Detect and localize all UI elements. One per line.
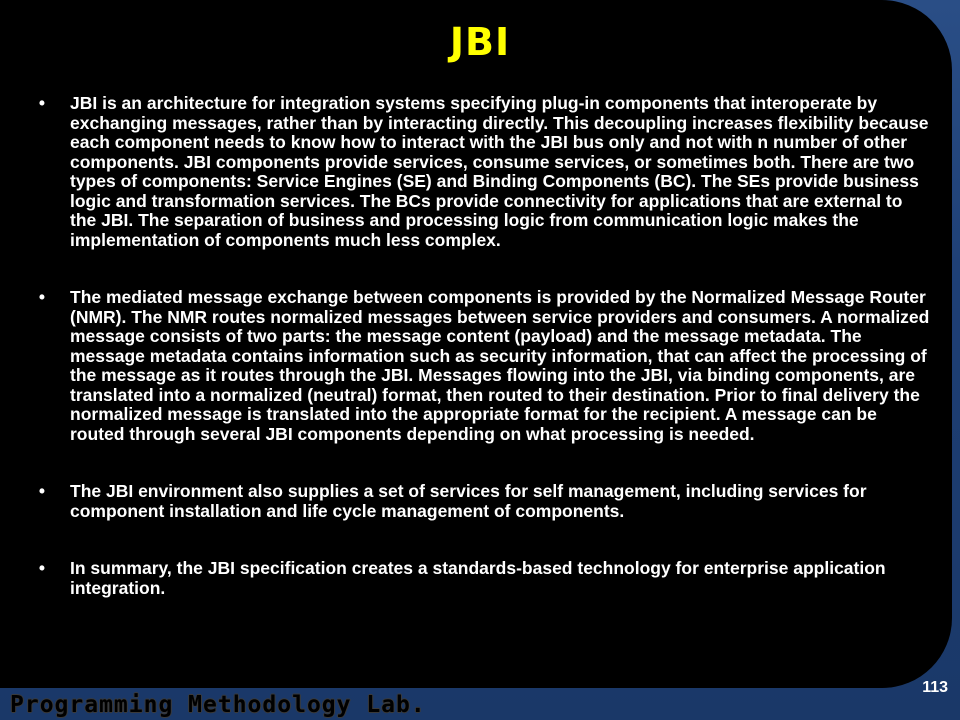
bullet-item bbox=[32, 559, 932, 598]
bullet-item bbox=[32, 288, 932, 444]
bullet-text: The mediated message exchange between components is provided by the Normalized Message Router (NMR). The NMR routes normalized messages between service providers and consumers. A normalized message consists of two parts: the message content (payload) and the message metadata. The message metadata contains information such as security information, that can affect the processing of the message as it routes through the JBI. Messages flowing into the JBI, via binding components, are translated into a normalized (neutral) format, then routed to their destination. Prior to final delivery the normalized message is translated into the appropriate format for the recipient. A message can be routed through several JBI components depending on what processing is needed. bbox=[70, 287, 930, 444]
slide-title: JBI bbox=[449, 20, 511, 64]
bullet-list bbox=[32, 94, 932, 636]
bullet-text: JBI is an architecture for integration systems specifying plug-in components that interoperate by exchanging messages, rather than by interacting directly. This decoupling increases flexibility because each component needs to know how to interact with the JBI bus only and not with n number of other components. JBI components provide services, consume services, or sometimes both. There are two types of components: Service Engines (SE) and Binding Components (BC). The SEs provide business logic and transformation services. The BCs provide connectivity for applications that are external to the JBI. The separation of business and processing logic from communication logic makes the implementation of components much less complex. bbox=[70, 93, 929, 250]
bullet-item bbox=[32, 94, 932, 250]
bullet-marker: • bbox=[38, 287, 46, 307]
bullet-text: In summary, the JBI specification creates a standards-based technology for enterprise application integration. bbox=[70, 558, 886, 598]
bullet-marker: • bbox=[38, 558, 46, 578]
footer-lab-name: Programming Methodology Lab. bbox=[10, 692, 426, 718]
bullet-marker: • bbox=[38, 481, 46, 501]
bullet-text: The JBI environment also supplies a set of services for self management, including services for component installation and life cycle management of components. bbox=[70, 481, 867, 521]
bullet-item bbox=[32, 482, 932, 521]
slide-number: 113 bbox=[922, 679, 948, 696]
bullet-marker: • bbox=[38, 93, 46, 113]
